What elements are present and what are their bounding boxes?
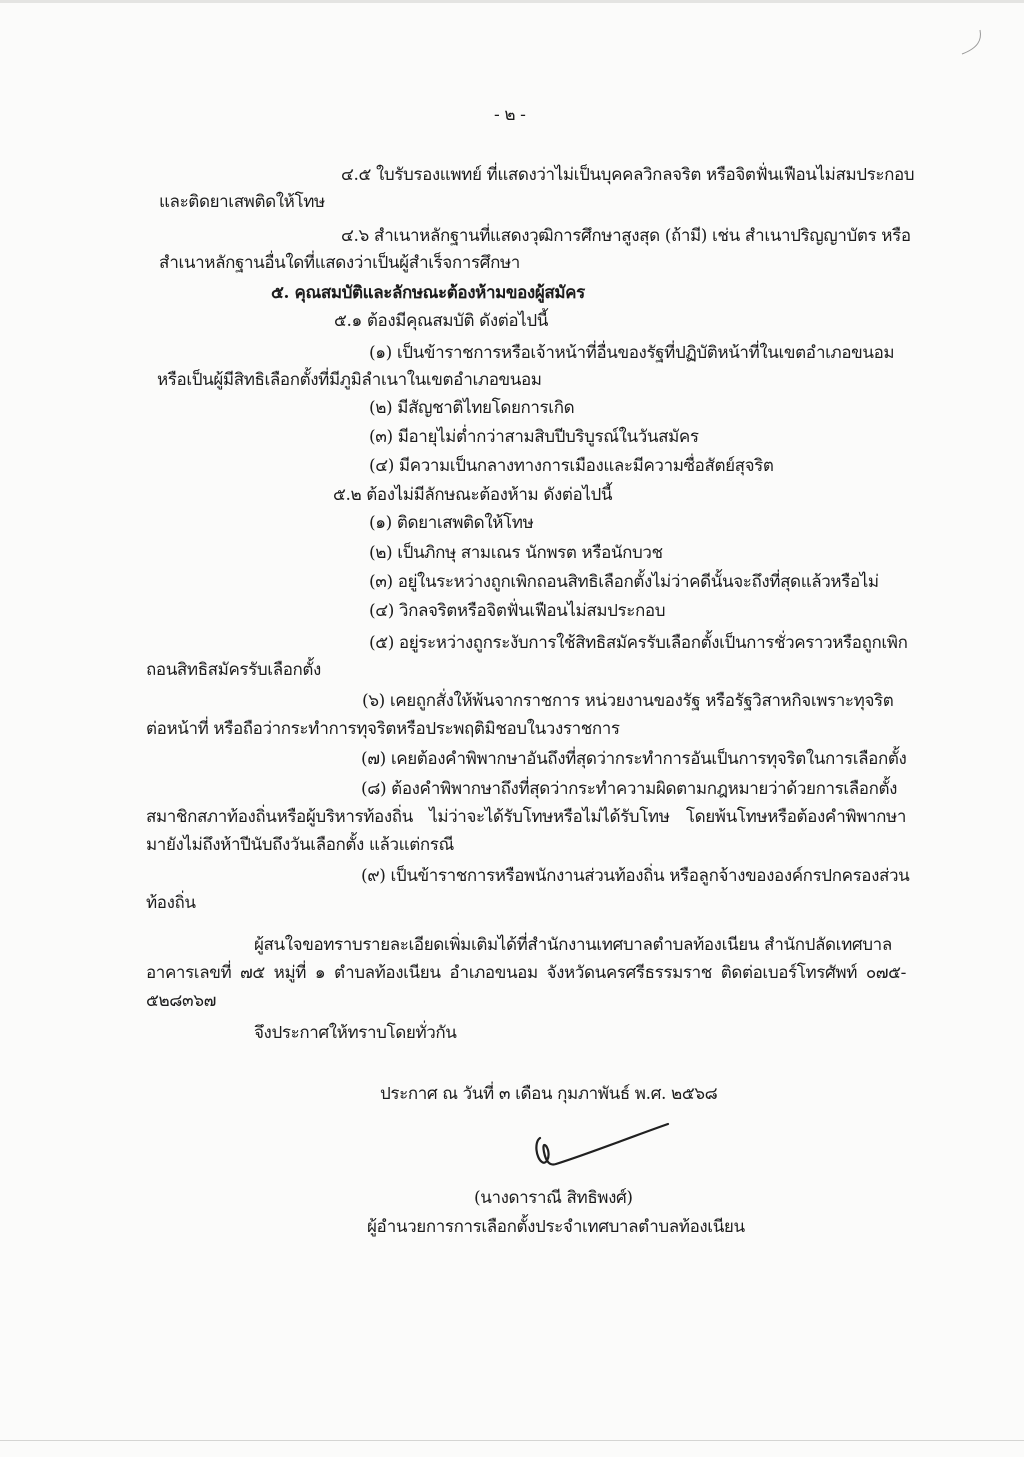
signature-image [528, 1118, 678, 1170]
corner-pencil-mark [950, 28, 990, 58]
signer-name: (นางดาราณี สิทธิพงศ์) [474, 1188, 633, 1208]
prohibit-6-line1: (๖) เคยถูกสั่งให้พ้นจากราชการ หน่วยงานของรัฐ หรือรัฐวิสาหกิจเพราะทุจริต [362, 691, 894, 711]
page-number: - ๒ - [494, 105, 526, 125]
contact-line3: ๕๒๘๓๖๗ [146, 991, 216, 1011]
item-4-5-line1: ๔.๕ ใบรับรองแพทย์ ที่แสดงว่าไม่เป็นบุคคลวิกลจริต หรือจิตฟั่นเฟือนไม่สมประกอบ [341, 165, 915, 185]
prohibit-4: (๔) วิกลจริตหรือจิตฟั่นเฟือนไม่สมประกอบ [369, 601, 666, 621]
item-4-5-line2: และติดยาเสพติดให้โทษ [159, 192, 325, 212]
prohibit-8-line2: สมาชิกสภาท้องถิ่นหรือผู้บริหารท้องถิ่น ไม่ว่าจะได้รับโทษหรือไม่ได้รับโทษ โดยพ้นโทษหรือต้องคำพิพากษา [146, 807, 906, 827]
section-5-1-heading: ๕.๑ ต้องมีคุณสมบัติ ดังต่อไปนี้ [334, 311, 548, 331]
scan-edge-top [0, 0, 1024, 3]
prohibit-9-line1: (๙) เป็นข้าราชการหรือพนักงานส่วนท้องถิ่น หรือลูกจ้างขององค์กรปกครองส่วน [361, 866, 910, 886]
section-5-heading: ๕. คุณสมบัติและลักษณะต้องห้ามของผู้สมัคร [271, 283, 585, 303]
item-4-6-line1: ๔.๖ สำเนาหลักฐานที่แสดงวุฒิการศึกษาสูงสุด (ถ้ามี) เช่น สำเนาปริญญาบัตร หรือ [341, 226, 911, 246]
prohibit-2: (๒) เป็นภิกษุ สามเณร นักพรต หรือนักบวช [369, 543, 663, 563]
prohibit-5-line1: (๕) อยู่ระหว่างถูกระงับการใช้สิทธิสมัครรับเลือกตั้งเป็นการชั่วคราวหรือถูกเพิก [369, 633, 908, 653]
qual-3: (๓) มีอายุไม่ต่ำกว่าสามสิบปีบริบูรณ์ในวันสมัคร [369, 427, 699, 447]
prohibit-1: (๑) ติดยาเสพติดให้โทษ [369, 513, 534, 533]
qual-1-line2: หรือเป็นผู้มีสิทธิเลือกตั้งที่มีภูมิลำเนาในเขตอำเภอขนอม [157, 370, 542, 390]
prohibit-7: (๗) เคยต้องคำพิพากษาอันถึงที่สุดว่ากระทำการอันเป็นการทุจริตในการเลือกตั้ง [361, 749, 907, 769]
qual-1-line1: (๑) เป็นข้าราชการหรือเจ้าหน้าที่อื่นของรัฐที่ปฏิบัติหน้าที่ในเขตอำเภอขนอม [369, 343, 895, 363]
qual-4: (๔) มีความเป็นกลางทางการเมืองและมีความซื่อสัตย์สุจริต [369, 456, 774, 476]
announcement-date: ประกาศ ณ วันที่ ๓ เดือน กุมภาพันธ์ พ.ศ. ๒๕๖๘ [380, 1084, 718, 1104]
prohibit-9-line2: ท้องถิ่น [146, 893, 196, 913]
section-5-2-heading: ๕.๒ ต้องไม่มีลักษณะต้องห้าม ดังต่อไปนี้ [333, 485, 613, 505]
contact-line2: อาคารเลขที่ ๗๕ หมู่ที่ ๑ ตำบลท้องเนียน อำเภอขนอม จังหวัดนครศรีธรรมราช ติดต่อเบอร์โทรศัพท์ ๐๗๕- [146, 963, 906, 983]
qual-2: (๒) มีสัญชาติไทยโดยการเกิด [369, 398, 575, 418]
announcement: จึงประกาศให้ทราบโดยทั่วกัน [254, 1023, 457, 1043]
prohibit-6-line2: ต่อหน้าที่ หรือถือว่ากระทำการทุจริตหรือประพฤติมิชอบในวงราชการ [146, 719, 620, 739]
contact-line1: ผู้สนใจขอทราบรายละเอียดเพิ่มเติมได้ที่สำนักงานเทศบาลตำบลท้องเนียน สำนักปลัดเทศบาล [254, 935, 892, 955]
prohibit-5-line2: ถอนสิทธิสมัครรับเลือกตั้ง [146, 660, 321, 680]
prohibit-8-line3: มายังไม่ถึงห้าปีนับถึงวันเลือกตั้ง แล้วแต่กรณี [146, 835, 454, 855]
item-4-6-line2: สำเนาหลักฐานอื่นใดที่แสดงว่าเป็นผู้สำเร็จการศึกษา [159, 253, 520, 273]
prohibit-8-line1: (๘) ต้องคำพิพากษาถึงที่สุดว่ากระทำความผิดตามกฎหมายว่าด้วยการเลือกตั้ง [361, 779, 898, 799]
signer-title: ผู้อำนวยการการเลือกตั้งประจำเทศบาลตำบลท้องเนียน [367, 1217, 745, 1237]
prohibit-3: (๓) อยู่ในระหว่างถูกเพิกถอนสิทธิเลือกตั้งไม่ว่าคดีนั้นจะถึงที่สุดแล้วหรือไม่ [369, 572, 879, 592]
scan-edge-bottom [0, 1440, 1024, 1441]
